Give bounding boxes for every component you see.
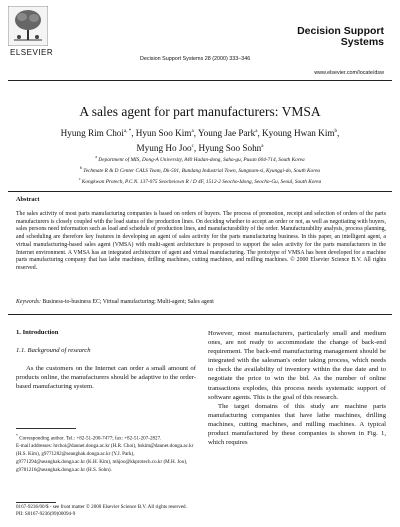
author: Hyung Soo Sohn$^a$ [198, 143, 264, 154]
author-line-2: Myung Ho Joo$^c$, Hyung Soo Sohn$^a$ [136, 143, 264, 154]
journal-citation: Decision Support Systems 28 (2000) 333–346 [140, 56, 251, 62]
journal-title-line1: Decision Support [297, 25, 384, 37]
journal-website-link[interactable]: www.elsevier.com/locate/dsw [314, 70, 384, 76]
publisher-name: ELSEVIER [10, 48, 54, 57]
author-list [20, 125, 380, 155]
footnote-corresponding: * Corresponding author. Tel.: +82-51-200-7477; fax: +82-51-207-2827. [16, 434, 162, 442]
elsevier-tree-logo [8, 6, 48, 46]
right-column [208, 329, 386, 447]
subsection-title: 1.1. Background of research [16, 347, 91, 354]
affiliation: $^a$ Department of MIS, Dong-A University, 840 Hadan-dong, Saha-gu, Pusan 604-714, South Korea [95, 154, 305, 163]
abstract-text: The sales activity of most parts manufacturing companies is based on orders of buyers. The process of promotion, receipt and selection of orders of the parts manufacturers is closely coupled with the load status of the production lines. On deciding whether to accept an order or not, as well as negotiating with buyers, sales persons need information such as load and schedule of production lines, and manufacturability of the order. Manufacturability analysis, process planning, and scheduling are therefore key features in developing an agent of sales activity for the parts manufacturing business. In this paper, an intelligent agent, a virtual manufacturing-based sales agent (VMSA) with multi-agent architecture is proposed to support the sales activity for the parts manufacturers in the Internet environment. A VMSA has an integrated architecture of agent and virtual manufacturing. The prototype of VMSA has been developed for a machine parts manufacturing company that has lathe machines, drilling machines, cutting machines, and milling machines. © 2000 Elsevier Science B.V. All rights reserved. [16, 211, 386, 271]
body-paragraph: However, most manufacturers, particularly small and medium ones, are not ready to accommodate the change of back-end requirement. The back-end manufacturing management should be integrated with the salesman's order taking process, which needs to check the availability of inventory within the due date and to negotiate the price to win the bid. As the number of online transactions explodes, this process needs systematic support of software agents. This is the goal of this research. [208, 330, 386, 401]
section-title: 1. Introduction [16, 329, 59, 336]
author-line-1: Hyung Rim Choi$^{a, *}$, Hyun Soo Kim$^a$, Young Jae Park$^a$, Kyoung Hwan Kim$^b$, [60, 128, 340, 139]
affiliation: $^b$ Techmate R & D Center CALS Team, Dk-501, Bundang Industrial Town, Sungnam-si, Kyunggi-do, South Korea [79, 164, 321, 174]
journal-title [297, 26, 384, 48]
journal-title-line2: Systems [340, 36, 384, 48]
keywords [16, 299, 386, 305]
footnote-divider [16, 428, 76, 429]
keywords-list: Business-to-business EC; Virtual manufacturing; Multi-agent; Sales agent [42, 299, 214, 305]
abstract-bottom-divider [8, 314, 392, 315]
article-title: A sales agent for part manufacturers: VMSA [79, 104, 321, 119]
affiliations [20, 153, 380, 185]
author: Kyoung Hwan Kim$^b$ [262, 128, 338, 139]
author: Hyun Soo Kim$^a$ [135, 128, 194, 139]
footnote [16, 433, 196, 475]
affiliation: $^c$ Kongkwan Protech, P.C.N. 137-075 Seocheiown R / D 4F, 1512-2 Seocho-Idong, Seocho-Gu, Seoul, South Korea [78, 175, 322, 185]
author: Young Jae Park$^a$ [197, 128, 258, 139]
copyright-notice [16, 504, 187, 518]
abstract-heading: Abstract [16, 196, 40, 203]
footnote-emails: E-mail addresses: hrchoi@daunet.donga.ac.kr (H.R. Choi), hskim@daunet.donga.ac.kr (H.S. Kim), g9771282@seanghak.donga.ac.kr (Y.J. Park), g9771294@seanghak.donga.ac.kr (K.H. Kim), mhjoo@kkprotech.co.kr (M.H. Joo), g9781216@seanghak.donga.ac.kr (H.S. Sohn). [16, 443, 194, 473]
author: Myung Ho Joo$^c$ [136, 143, 194, 154]
pii-line: PII: S0167-9236(99)00094-9 [16, 511, 76, 517]
author: Hyung Rim Choi$^{a, *}$ [60, 128, 132, 139]
keywords-label: Keywords: [16, 299, 41, 305]
abstract-top-divider [8, 191, 392, 192]
body-paragraph: The target domains of this study are machine parts manufacturing companies that have lathe machines, drilling machines, cutting machines, and milling machines. A typical product manufactured by these companies is shown in Fig. 1, which requires [208, 402, 386, 447]
copyright-divider [16, 502, 56, 503]
copyright-line: 0167-9236/00/$ - see front matter © 2000 Elsevier Science B.V. All rights reserved. [16, 504, 187, 510]
body-paragraph: As the customers on the Internet can order a small amount of products online, the manufacturers should be adaptive to the order-based manufacturing system. [16, 365, 196, 390]
header-divider [8, 80, 392, 81]
